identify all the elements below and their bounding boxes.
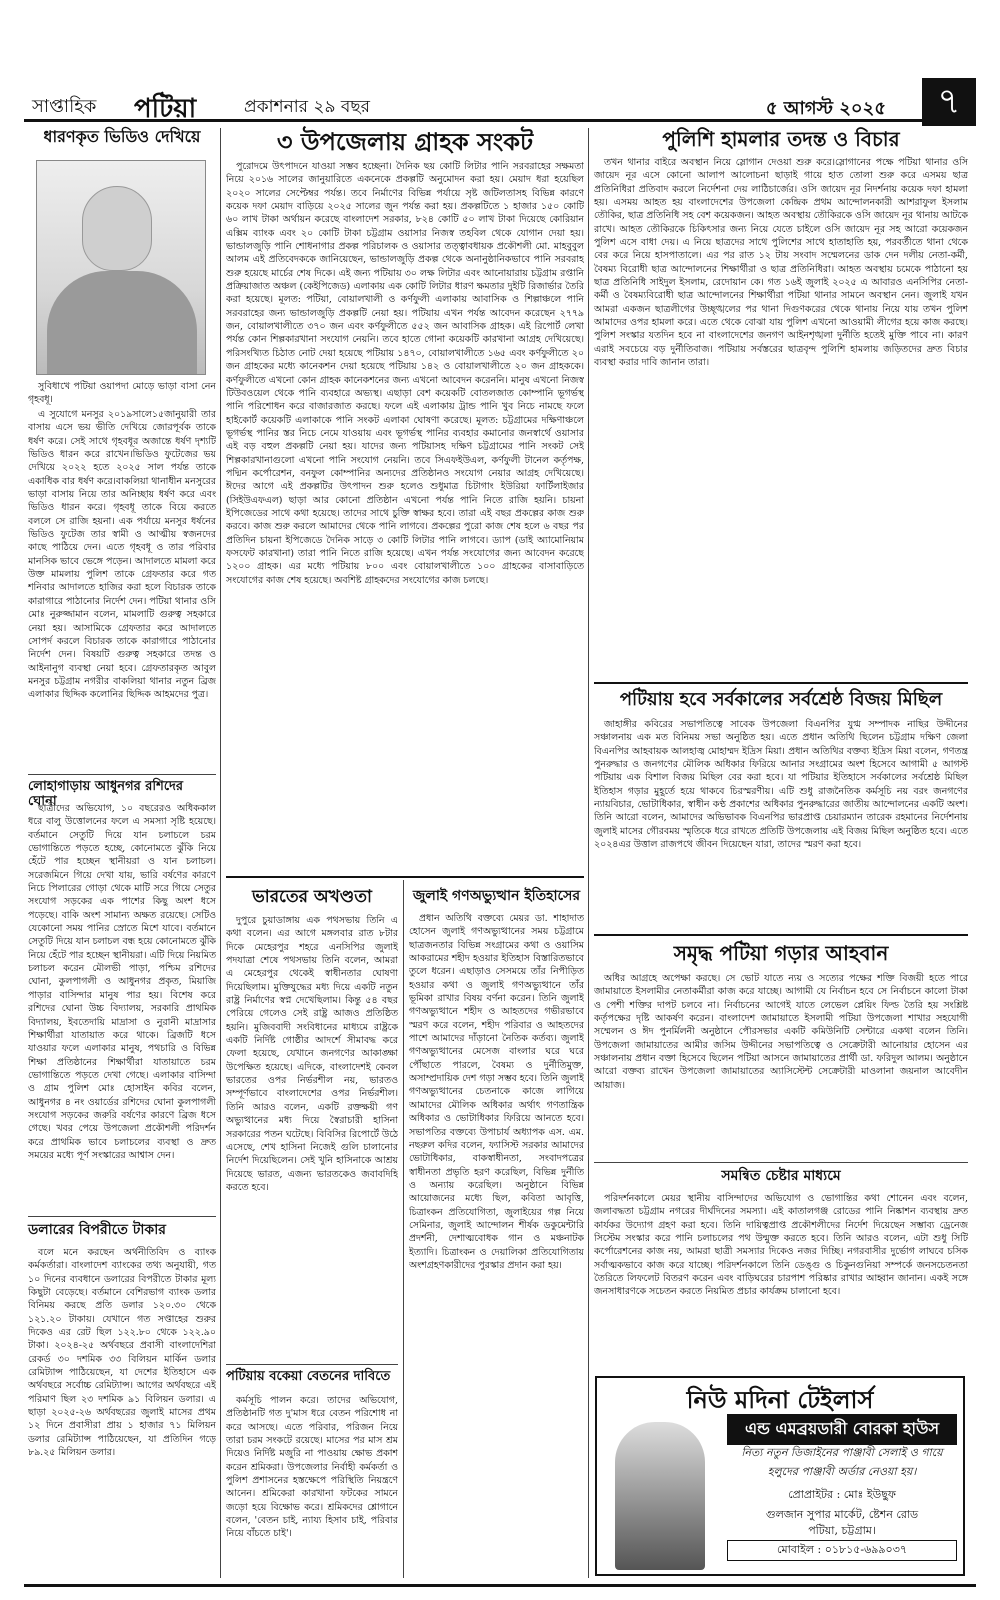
photo-caption: সুবিধাখে পটিয়া ওয়াপদা মোড়ে ভাড়া বাসা নেন গৃহবধূ। <box>28 381 216 406</box>
headline-combined: সমন্বিত চেষ্টার মাধ্যমে <box>721 1168 841 1184</box>
masthead-weekly: সাপ্তাহিক <box>32 96 97 117</box>
bottom-rule <box>24 1584 976 1587</box>
ad-proprietor: প্রোপ্রাইটর : মোঃ ইউছুফ <box>788 1488 896 1501</box>
column-rule-2 <box>588 128 589 1578</box>
tailor-advertisement <box>595 1376 965 1576</box>
headline-video: ধারণকৃত ভিডিও দেখিয়ে <box>43 127 201 146</box>
rule-left-1 <box>28 774 216 775</box>
article-body-lohagara: ছাত্রীদের অভিযোগ, ১০ বছরেরও অধিককাল ধরে বালু উত্তোলনের ফলে এ সমস্যা সৃষ্টি হয়েছে। বর্তমানে সেতুটি দিয়ে যান চলাচলে চরম ভোগান্তিতে পড়তে হচ্ছে, কোনোমতে ঝুঁকি নিয়ে হেঁটে পার হচ্ছেন স্থানীয়রা ও যান চলাচল। সরেজমিনে গিয়ে দেখা যায়, ভারি বর্ষণের কারণে নিচে পিলারের গোড়া থেকে মাটি সরে গিয়ে সেতুর সংযোগ সড়কের এক পাশের কিছু অংশ ধসে পড়েছে। বাকি অংশ সামান্য অক্ষত রয়েছে। সেটিও যেকোনো সময় পানির স্রোতে মিশে যাবে। বর্তমানে সেতুটি দিয়ে যান চলাচল বন্ধ হয়ে কোনোমতে ঝুঁকি নিয়ে হেঁটে পার হচ্ছেন স্থানীয়রা। এটি দিয়ে নিয়মিত চলাচল করেন মৌলভী পাড়া, পশ্চিম রশিদের ঘোনা, কুলপাগলী ও আধুনগর প্রকৃত, মিয়াজি পাড়ার বাসিন্দার মানুষ পার হয়। বিশেষ করে রশিদের ঘোনা উচ্চ বিদ্যালয়, সরকারি প্রাথমিক বিদ্যালয়, ইবতেদায়ি মাদ্রাসা ও নুরানী মাদ্রাসার শিক্ষার্থীরা যাতায়াত করে থাকে। ব্রিজটি ধসে যাওয়ার ফলে এলাকার মানুষ, পথচারি ও বিভিন্ন শিক্ষা প্রতিষ্ঠানের শিক্ষার্থীরা যাতায়াতে চরম ভোগান্তিতে পড়তে দেখা গেছে। এলাকার বাসিন্দা ও গ্রাম পুলিশ মোঃ হোসাইন কবির বলেন, আধুনগর ৪ নং ওয়ার্ডের রশিদের ঘোনা কুলপাগলী সংযোগ সড়কের জরুরি বর্ষণের কারণে ব্রিজ ধসে গেছে। খবর পেয়ে উপজেলা প্রকৌশলী পরিদর্শন করে প্রাথমিক ভাবে চলাচলের ব্যবস্থা ও দ্রুত সময়ের মধ্যে পূর্ণ সংস্কারের আশ্বাস দেন। <box>28 803 216 1161</box>
page-number: ৭ <box>922 78 976 126</box>
article-body-prosperous: অধির আগ্রহে অপেক্ষা করছে। সে ভোট যাতে ন্যয় ও সত্যের পক্ষের শক্তি বিজয়ী হতে পারে জামায়াতে ইসলামীর নেতাকর্মীরা কাজ করে যাচ্ছে। আগামী যে নির্বাচন হবে সে নির্বাচনে কালো টাকা ও পেশী শক্তির দাপট চলবে না। নির্বাচনের আগেই যাতে লেভেল প্লেয়িং ফিল্ড তৈরি হয় সংশ্লিষ্ট কর্তৃপক্ষের দৃষ্টি আকর্ষণ করেন। বাংলাদেশ জামায়াতে ইসলামী পটিয়া উপজেলা শাখার সহযোগী সম্মেলন ও ঈদ পুনর্মিলনী অনুষ্ঠানে পৌরসভার একটি কমিউনিটি সেন্টারে একথা বলেন তিনি। উপজেলা জামায়াতের আমীর জসিম উদ্দীনের সভাপতিত্বে ও সেক্রেটারী আনোয়ার হোসেন এর সঞ্চালনায় প্রধান বক্তা হিসেবে ছিলেন পটিয়া আসনে জামায়াতের প্রার্থী ডা. ফরিদুল আলম। অনুষ্ঠানে আরো বক্তব্য রাখেন উপজেলা জামায়াতের অ্যাসিস্টেন্ট সেক্রেটারী মাওলানা জয়নাল আবেদীন আয়াজ। <box>594 973 968 1091</box>
ad-city: পটিয়া, চট্টগ্রাম। <box>808 1524 876 1537</box>
photo-head <box>82 186 152 271</box>
photo-body <box>47 271 197 375</box>
article-body-victory: জাহাঙ্গীর কবিরের সভাপতিত্বে সাবেক উপজেলা বিএনপির যুগ্ম সম্পাদক নাছির উদ্দীনের সঞ্চালনায় এক মত বিনিময় সভা অনুষ্ঠিত হয়। এতে প্রধান অতিথি ছিলেন চট্টগ্রাম দক্ষিণ জেলা বিএনপির আহবায়ক আলহাজ্ব মোহাম্মদ ইদ্রিস মিয়া। প্রধান অতিথির বক্তব্য ইদ্রিস মিয়া বলেন, গণতন্ত্র পুনরুদ্ধার ও জনগণের মৌলিক অধিকার ফিরিয়ে আনার সংগ্রামের অংশ হিসেবে আগামী ৫ আগস্ট পটিয়ায় এক বিশাল বিজয় মিছিল বের করা হবে। যা পটিয়ার ইতিহাসে সর্বকালের সর্বশ্রেষ্ঠ মিছিল ইতিহাস গড়ার মুহূর্তে হয়ে থাকবে চিরস্মরণীয়। এটি শুধু রাজনৈতিক কর্মসূচি নয় বরং জনগণের ন্যায়বিচার, ভোটাধিকার, স্বাধীন কণ্ঠ প্রকাশের অধিকার পুনরুদ্ধারের জাতীয় আন্দোলনের একটি অংশ। তিনি আরো বলেন, আমাদের অভিভাবক বিএনপির ভারপ্রাপ্ত চেয়ারম্যান তারেক রহমানের নির্দেশনায় জুলাই মাসের গৌরবময় স্মৃতিকে ধরে রাখতে প্রতিটি উপজেলায় এই বিজয় মিছিল অনুষ্ঠিত হবে। এতে ২০২৪এর উত্তাল রাজপথে জীবন দিয়েছেন যারা, তাদের স্মরণ করা হবে। <box>594 719 968 851</box>
ad-address: গুলজান সুপার মার্কেট, ষ্টেশন রোড <box>765 1508 919 1521</box>
article-body-salary: কর্মসূচি পালন করে। তাদের অভিযোগ, প্রতিষ্ঠানটি গত দু'মাস ধরে বেতন পরিশোধ না করে আসছে। এতে পরিবার, পরিজন নিয়ে তারা চরম সংকটে রয়েছে। মাসের পর মাস শ্রম দিয়েও নির্দিষ্ট মজুরি না পাওয়ায় ক্ষোভ প্রকাশ করেন শ্রমিকরা। উপজেলার নির্বাহী কর্মকর্তা ও পুলিশ প্রশাসনের হস্তক্ষেপে পরিস্থিতি নিয়ন্ত্রণে আনেন। শ্রমিকেরা কারখানা ফটকের সামনে জড়ো হয়ে বিক্ষোভ করে। শ্রমিকদের শ্লোগানে বলেন, 'বেতন চাই, ন্যায্য হিসাব চাই, পরিবার নিয়ে বাঁচতে চাই'। <box>226 1395 398 1540</box>
masthead-years: প্রকাশনার ২৯ বছর <box>244 97 371 117</box>
headline-prosperous: সমৃদ্ধ পটিয়া গড়ার আহবান <box>673 941 889 965</box>
rule-right-2 <box>594 934 968 936</box>
ad-note: নিত্য নতুন ডিজাইনের পাঞ্জাবী সেলাই ও গায়ে হলুদের পাঞ্জাবী অর্ডার নেওয়া হয়। <box>741 1446 943 1478</box>
rule-right-1 <box>594 682 968 684</box>
headline-dollar: ডলারের বিপরীতে টাকার <box>28 1222 166 1238</box>
article-body-dollar: বলে মনে করছেন অর্থনীতিবিদ ও ব্যাংক কর্মকর্তারা। বাংলাদেশ ব্যাংকের তথ্য অনুযায়ী, গত ১০ দিনের ব্যবধানে ডলারের বিপরীতে টাকার মূল্য কিছুটা বেড়েছে। বর্তমানে বেশিরভাগ ব্যাংক ডলার বিনিময় করছে প্রতি ডলার ১২০.৩০ থেকে ১২১.২০ টাকায়। যেখানে গত সপ্তাহের শুরুর দিকেও এর রেট ছিল ১২২.৮০ থেকে ১২২.৯০ টাকা। ২০২৪-২৫ অর্থবছরে প্রবাসী বাংলাদেশিরা রেকর্ড ৩০ দশমিক ৩৩ বিলিয়ন মার্কিন ডলার রেমিট্যান্স পাঠিয়েছেন, যা দেশের ইতিহাসে এক অর্থবছরে সর্বোচ্চ রেমিট্যান্স। আগের অর্থবছরে এই পরিমাণ ছিল ২৩ দশমিক ৯১ বিলিয়ন ডলার। এ ছাড়া ২০২৫-২৬ অর্থবছরের জুলাই মাসের প্রথম ১২ দিনে প্রবাসীরা প্রায় ১ হাজার ৭১ মিলিয়ন ডলার রেমিট্যান্স পাঠিয়েছেন, যা প্রতিদিন গড়ে ৮৯.২৫ মিলিয়ন ডলার। <box>28 1247 216 1459</box>
ad-title: নিউ মদিনা টেইলার্স <box>686 1386 874 1414</box>
column-rule-1 <box>220 128 221 1578</box>
article-body-video: এ সুযোগে মনসুর ২০১৯সালে১৫জানুয়ারী তার বাসায় এসে ভয় ভীতি দেখিয়ে জোরপূর্বক তাকে ধর্ষণ করে। সেই সাথে গৃহবধূর অজান্তে ধর্ষণ দৃশ্যটি ভিডিও ধারন করে রাখেন।ভিডিও ফুটেজের ভয় দেখিয়ে ২০২২ হতে ২০২৫ সাল পর্যন্ত তাকে একাধিক বার ধর্ষণ করে।বাকলিয়া থানাধীন মনসুরের ভাড়া বাসায় নিয়ে তার অনিচ্ছায় ধর্ষণ করে এবং ভিডিও ধারন করে। গৃহবধূ তাকে বিয়ে করতে বললে সে রাজি হয়না। এক পর্যায়ে মনসুর ধর্ষনের ভিডিও ফুটেজ তার স্বামী ও আত্মীয় স্বজনদের কাছে পাঠিয়ে দেন। এতে গৃহবধূ ও তার পরিবার মানসিক ভাবে ভেঙ্গে পড়েন। আদালতে মামলা করে উক্ত মামলায় পুলিশ তাকে গ্রেফতার করে গত শনিবার আদালতে হাজির করা হলে বিচারক তাকে কারাগারে পাঠানোর নির্দেশ দেন। পটিয়া থানার ওসি মোঃ নুরুজ্জামান বলেন, মামলাটি গুরুত্ব সহকারে নেয়া হয়। আসামিকে গ্রেফতার করে আদালতে সোপর্দ করলে বিচারক তাকে কারাগারে পাঠানোর নির্দেশ দেন। বিষয়টি গুরুত্ব সহকারে তদন্ত ও আইনানুগ ব্যবস্থা নেয়া হবে। গ্রেফতারকৃত আবুল মনসুর চট্টগ্রাম নগরীর বাকলিয়া থানার নতুন ব্রিজ এলাকার ছিদ্দিক কলোনির ছিদ্দিক আহমদের পুত্র। <box>28 409 216 701</box>
rule-center-2 <box>226 1364 398 1365</box>
ad-figure <box>615 1422 705 1570</box>
article-body-water: পুরোদমে উৎপাদনে যাওয়া সম্ভব হচ্ছেনা। দৈনিক ছয় কোটি লিটার পানি সরবরাহের সক্ষমতা নিয়ে ২০১৬ সালের জানুয়ারিতে একনেকে প্রকল্পটি অনুমোদন করা হয়। মেয়াদ ধরা হয়েছিল ২০২০ সালের সেপ্টেম্বর পর্যন্ত। তবে নির্মাণের বিভিন্ন পর্যায়ে সৃষ্ট জটিলতাসহ বিভিন্ন কারণে কয়েক দফা মেয়াদ বাড়িয়ে ২০২৫ সালের জুন পর্যন্ত করা হয়। প্রকল্পটিতে ১ হাজার ১৫০ কোটি ৬০ লাখ টাকা অর্থায়ন করেছে বাংলাদেশ সরকার, ৮২৪ কোটি ৫০ লাখ টাকা দিয়েছে কোরিয়ান এক্সিম ব্যাংক এবং ২০ কোটি টাকা চট্টগ্রাম ওয়াসার নিজস্ব তহবিল থেকে যোগান দেয়া হয়। ভান্ডালজুড়ি পানি শোধনাগার প্রকল্প পরিচালক ও ওয়াসার তত্ত্বাবধায়ক প্রকৌশলী মো. মাহবুবুল আলম এই প্রতিবেদককে জানিয়েছেন, ভান্ডালজুড়ি প্রকল্প থেকে অনানুষ্ঠানিকভাবে পানি সরবরাহ শুরু হয়েছে মার্চের শেষ দিকে। এই জন্য পটিয়ায় ৩০ লক্ষ লিটার এবং আনোয়ারায় চট্টগ্রাম রপ্তানি প্রক্রিয়াজাত অঞ্চল (কেইপিজেড) এলাকায় এক কোটি লিটার ধারণ ক্ষমতার দুইটি রিজার্ভার তৈরি করা হয়েছে। মূলত: পটিয়া, বোয়ালখালী ও কর্ণফুলী এলাকায় আবাসিক ও শিল্পাঞ্চলে পানি সরবরাহের জন্য ভান্ডালজুড়ি প্রকল্পটি নেয়া হয়। পটিয়ায় এখন পর্যন্ত আবেদন করেছেন ২৭৭৯ জন, বোয়ালখালীতে ৩৭০ জন এবং কর্ণফুলীতে ৫৫২ জন আবাসিক গ্রাহক। এই রিপোর্ট লেখা পর্যন্ত কোন শিল্পকারখানা সংযোগ নেয়নি। তবে হাতে গোনা কয়েকটি কারখানা আগ্রহ দেখিয়েছে। পরিসংখ্যিত চিঠাত নোট দেয়া হয়েছে পটিয়ায় ১৪৭০, বোয়ালখালীতে ১৬৫ এবং কর্ণফুলীতে ২০ জন গ্রাহকের মধ্যে কানেকশন দেয়া হয়েছে পটিয়ায় ১৪২ ও বোয়ালখালীতে ২০ জন গ্রাহককে। কর্ণফুলীতে এখনো কোন গ্রাহক কানেকশনের জন্য এখনো আবেদন করেননি। মানুষ এখনো নিজস্ব টিউবওয়েল থেকে পানি ব্যবহারে অভ্যস্থ। এছাড়া বেশ কয়েকটি বোতলজাত কোম্পানি ভূগর্ভস্থ পানি পরিশোধন করে বাজারজাত করছে। ফলে এই এলাকায় ট্রান্ড পানি খুব নিচে নামছে ফলে হাইকোর্ট কয়েকটি এলাকাকে পানি সংকট এলাকা ঘোষণা করেছে। মূলত: চট্টগ্রামের দক্ষিণাঞ্চলে ভূগর্ভস্থ পানির স্তর নিচে নেমে যাওয়ায় এবং ভূগর্ভস্থ পানির ব্যবহার কমানোর জনস্বার্থে ওয়াসার এই বড় বহুল প্রকল্পটি নেয়া হয়। যাদের জন্য পটিয়াসহ দক্ষিণ চট্টগ্রামের পানি সংকট সেই শিল্পকারখানাগুলো এখনো পানি সংযোগ নেয়নি। তবে সিএফইউএল, কর্ণফুলী টানেল কর্তৃপক্ষ, পদ্মিন কর্পোরেশন, বনফুল কোম্পানির অন্যদের প্রতিষ্ঠানও সংযোগ নেয়ার আগ্রহ দেখিয়েছে। ঈদের আগে এই প্রকল্পটির উৎপাদন শুরু হলেও শুধুমাত্র চিটাগাং ইউরিয়া ফার্টিলাইজার (সিইউএফএল) ছাড়া আর কোনো প্রতিষ্ঠান এখনো পর্যন্ত পানি নিতে রাজি হয়নি। চায়না ইপিজেডের সাথে কথা হয়েছে। তাদের সাথে চুক্তি স্বাক্ষর হবে। তারা এই বছর প্রকল্পের কাজ শুরু করবে। কাজ শুরু করলে আমাদের থেকে পানি লাগবে। প্রকল্পের পুরো কাজ শেষ হলে ৬ বছর পর প্রতিদিন চায়না ইপিজেডে দৈনিক সাড়ে ৩ কোটি লিটার পানি লাগবে। ড্যাপ (ডাই অ্যামোনিয়াম ফসফেট কারখানা) তারা পানি নিতে রাজি হয়েছে। এখন পর্যন্ত সংযোগের জন্য আবেদন করেছে ১২০০ গ্রাহক। এর মধ্যে পটিয়ায় ৮০০ এবং বোয়ালখালীতে ১০০ গ্রাহকের বাসাবাড়িতে সংযোগের কাজ শেষ হয়েছে। অবশিষ্ট গ্রাহকদের সংযোগের কাজ চলছে। <box>226 161 584 586</box>
headline-lohagara: লোহাগাড়ায় আধুনগর রশিদের ঘোনা <box>28 779 184 809</box>
masthead-name: পটিয়া <box>134 94 197 124</box>
rule-center-1 <box>226 876 584 878</box>
issue-date: ৫ আগস্ট ২০২৫ <box>765 98 886 119</box>
column-rule-3 <box>403 880 404 1578</box>
accused-photo <box>36 160 206 375</box>
article-body-july: প্রধান অতিথি বক্তব্যে মেয়র ডা. শাহাদাত হোসেন জুলাই গণঅভ্যুত্থানের সময় চট্টগ্রামে ছাত্রজনতার বিভিন্ন সংগ্রামের কথা ও ওয়াসিম আকরামের শহীদ হওয়ার ইতিহাস বিস্তারিতভাবে তুলে ধরেন। এছাড়াও সেসময়ে তাঁর নিপীড়িত হওয়ার কথা ও জুলাই গণঅভ্যুত্থানে তাঁর ভূমিকা রাখার বিষয় বর্ণনা করেন। তিনি জুলাই গণঅভ্যুত্থানে শহীদ ও আহতদের গভীরভাবে স্মরণ করে বলেন, শহীদ পরিবার ও আহতদের পাশে আমাদের দাঁড়ানো নৈতিক কর্তব্য। জুলাই গণঅভ্যুত্থানের মেসেজ বাংলার ঘরে ঘরে পৌঁছাতে পারলে, বৈষম্য ও দুর্নীতিমুক্ত, অসাম্প্রদায়িক দেশ গড়া সম্ভব হবে। তিনি জুলাই গণঅভ্যুত্থানের চেতনাকে কাজে লাগিয়ে আমাদের মৌলিক অধিকার অর্থাৎ গণতান্ত্রিক অধিকার ও ভোটাধিকার ফিরিয়ে আনতে হবে। সভাপতির বক্তব্যে উপাচার্য অধ্যাপক এস. এম. নছরুল কদির বলেন, ফ্যাসিস্ট সরকার আমাদের ভোটাধিকার, বাকস্বাধীনতা, সংবাদপত্রের স্বাধীনতা প্রভৃতি হরণ করেছিল, বিভিন্ন দুর্নীতি ও অন্যায় করেছিল। অনুষ্ঠানে বিভিন্ন আয়োজনের মধ্যে ছিল, কবিতা আবৃত্তি, চিত্রাংকন প্রতিযোগিতা, জুলাইয়ের গল্প নিয়ে সেমিনার, জুলাই আন্দোলন শীর্ষক ডকুমেন্টারি প্রদর্শনী, দেশাত্মবোধক গান ও মঞ্চনাটক ইত্যাদি। চিত্রাংকন ও দেয়ালিকা প্রতিযোগিতায় অংশগ্রহণকারীদের পুরস্কার প্রদান করা হয়। <box>409 913 584 1271</box>
ad-mobile: মোবাইল : ০১৮১৫-৬৯৯০৩৭ <box>727 1540 957 1561</box>
ad-subtitle: এন্ড এমব্রয়ডারী বোরকা হাউস <box>727 1414 957 1445</box>
article-body-india: দুপুরে চুয়াডাঙ্গায় এক পথসভায় তিনি এ কথা বলেন। এর আগে মঙ্গলবার রাত ৮টার দিকে মেহেরপুর শহরে এনসিপির জুলাই পদযাত্রা শেষে পথসভায় তিনি বলেন, আমরা এ মেহেরপুর থেকেই স্বাধীনতার ঘোষণা দিয়েছিলাম। মুক্তিযুদ্ধের মধ্য দিয়ে একটি নতুন রাষ্ট্র নির্মাণের স্বপ্ন দেখেছিলাম। কিন্তু ৫৪ বছর পেরিয়ে গেলেও সেই রাষ্ট্র আজও প্রতিষ্ঠিত হয়নি। মুজিববাদী সংবিধানের মাধ্যমে রাষ্ট্রকে একটি নির্দিষ্ট গোষ্ঠীর আদর্শে সীমাবদ্ধ করে ফেলা হয়েছে, যেখানে জনগণের আকাঙ্ক্ষা উপেক্ষিত হয়েছে। এদিকে, বাংলাদেশই কেবল ভারতের ওপর নির্ভরশীল নয়, ভারতও সম্পূর্ণভাবে বাংলাদেশের ওপর নির্ভরশীল। তিনি আরও বলেন, একটি রক্তক্ষয়ী গণ অভ্যুত্থানের মধ্য দিয়ে স্বৈরাচারী হাসিনা সরকারের পতন ঘটেছে। বিবিসির রিপোর্টে উঠে এসেছে, শেখ হাসিনা নিজেই গুলি চালানোর নির্দেশ দিয়েছিলেন। সেই খুনি হাসিনাকে আশ্রয় দিয়েছে ভারত, এজন্য ভারতকেও জবাবদিহি করতে হবে। <box>226 915 398 1193</box>
headline-india: ভারতের অখণ্ডতা <box>252 887 372 907</box>
headline-july: জুলাই গণঅভ্যুত্থান ইতিহাসের <box>412 888 581 904</box>
rule-right-3 <box>594 1162 968 1163</box>
article-body-police: তখন থানার বাইরে অবস্থান নিয়ে স্লোগান দেওয়া শুরু করে।স্লোগানের পক্ষে পটিয়া থানার ওসি জায়েদ নূর এসে কোনো আলাপ আলোচনা ছাড়াই গায়ে হাত তোলা শুরু করে এসময় ছাত্র প্রতিনিধিরা প্রতিবাদ করলে নির্দেশনা দেয় লাঠিচার্জের। ওসি জায়েদ নূর নিদর্শনায় কয়েক দফা হামলা হয়। এসময় আহত হয় বাংলাদেশের উপজেলা কেন্দ্রিক প্রথম আন্দোলনকারী আশরাফুল ইসলাম তৌকির, ছাত্র প্রতিনিধি সহ বেশ কয়েকজন। আহত অবস্থায় তৌকিরকে ওসি জায়েদ নূর থানায় আটকে রাখে। আহত তৌকিরকে চিকিৎসার জন্য নিয়ে যেতে চাইলে ওসি জায়েদ নূর সহ আরো কয়েকজন পুলিশ এসে বাধা দেয়। এ নিয়ে ছাত্রদের সাথে পুলিশের সাথে হাতাহাতি হয়, পরবর্তীতে থানা থেকে বের করে নিয়ে হাসপাতালে। এর পর রাত ১২ টায় সংবাদ সম্মেলনের ডাক দেন দলীয় নেতা-কর্মী, বৈষম্য বিরোধী ছাত্র আন্দোলনের শিক্ষার্থীরা ও ছাত্র প্রতিনিধিরা। আহত অবস্থায় চমেকে পাঠানো হয় ছাত্র প্রতিনিধি সাইদুল ইসলাম, রেদোয়ান কে। গত ১৬ই জুলাই ২০২৫ এ আবারও এনসিপির নেতা-কর্মী ও বৈষম্যবিরোধী ছাত্র আন্দোলনের শিক্ষার্থীরা পটিয়া থানার সামনে অবস্থান নেন। জুলাই যখন আমরা একজন ছাত্রলীগের উচ্ছৃঙ্খলের পর থানা দিগুণকরের থেকে থানায় নিয়ে যায় তখন পুলিশ আমাদের ওপর হামলা করে। এতে থেকে বোঝা যায় পুলিশ এখনো আওয়ামী লীগের হয়ে কাজ করছে। পুলিশ সংস্কার যতদিন হবে না বাংলাদেশের জনগণ আইনশৃঙ্খলা দুর্নীতি হতেই মুক্তি পাবে না। কারণ এরাই সবচেয়ে বড় দুর্নীতিবাজ। পটিয়ায় সর্বস্তরের ছাত্রবৃন্দ পুলিশি হামলায় জড়িতদের দ্রুত বিচার ব্যবস্থা করার দাবি জানান তারা। <box>594 157 968 369</box>
headline-victory: পটিয়ায় হবে সর্বকালের সর্বশ্রেষ্ঠ বিজয় মিছিল <box>619 689 943 710</box>
headline-water: ৩ উপজেলায় গ্রাহক সংকট <box>276 127 534 156</box>
headline-salary: পটিয়ায় বকেয়া বেতনের দাবিতে <box>226 1369 391 1384</box>
masthead <box>24 88 976 122</box>
rule-left-2 <box>28 1216 216 1217</box>
headline-police: পুলিশি হামলার তদন্ত ও বিচার <box>662 127 900 151</box>
article-body-combined: পরিদর্শনকালে মেয়র স্থানীয় বাসিন্দাদের অভিযোগ ও ভোগান্তির কথা শোনেন এবং বলেন, জলাবদ্ধতা চট্টগ্রাম নগরের দীর্ঘদিনের সমস্যা। এই কাতালগঞ্জ রোডের পানি নিষ্কাশন ব্যবস্থায় দ্রুত কার্যকর উদ্যোগ গ্রহণ করা হবে। তিনি দায়িত্বপ্রাপ্ত প্রকৌশলীদের নির্দেশ দিয়েছেন সম্ভাব্য ড্রেনেজ সিস্টেম সংস্কার করে পানি চলাচলের পথ উন্মুক্ত করতে হবে। তিনি আরও বলেন, এটা শুধু সিটি কর্পোরেশনের কাজ নয়, আমরা ছাত্রী সমস্যার দিকেও নজর দিচ্ছি। নগরবাসীর দুর্ভোগ লাঘবে চসিক সর্বাত্মকভাবে কাজ করে যাচ্ছে। পরিদর্শনকালে তিনি ডেঙ্গু ও চিকুনগুনিয়া সম্পর্কে জনসচেতনতা তৈরিতে লিফলেট বিতরণ করেন এবং বাড়িঘরের চারপাশ পরিষ্কার রাখার আহ্বান জানান। একই সঙ্গে জনসাধারণকে সচেতন করতে নিয়মিত প্রচার কার্যক্রম চালানো হবে। <box>594 1193 968 1298</box>
